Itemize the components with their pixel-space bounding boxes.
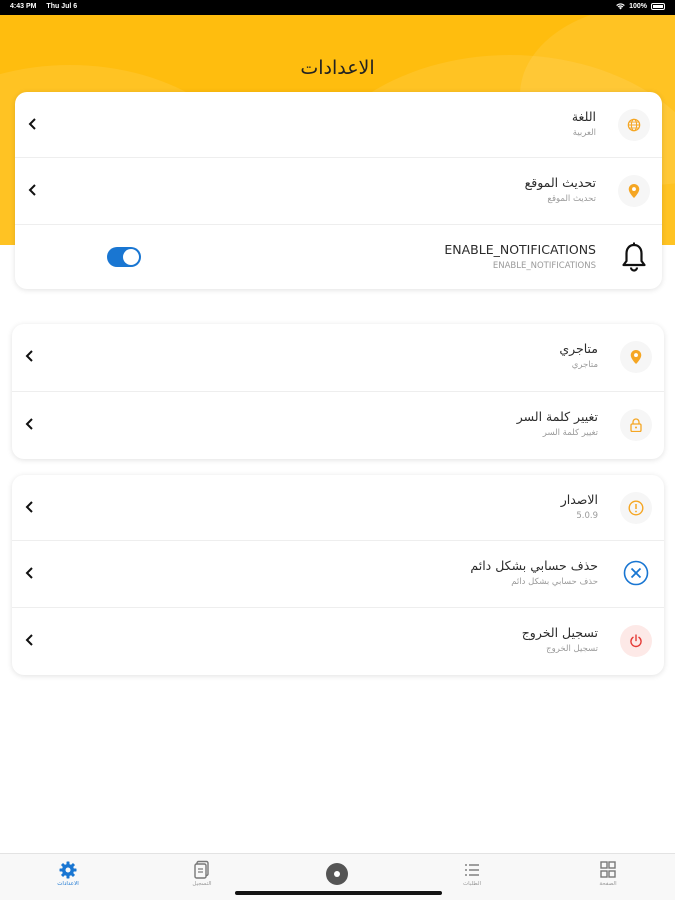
nav-center-action[interactable] xyxy=(302,862,372,886)
notifications-title: ENABLE_NOTIFICATIONS xyxy=(444,242,596,257)
chevron-left-icon xyxy=(22,416,38,432)
home-indicator[interactable] xyxy=(235,891,442,895)
chevron-left-icon xyxy=(25,182,41,198)
chevron-left-icon xyxy=(22,348,38,364)
update-location-title: تحديث الموقع xyxy=(524,175,596,190)
list-icon xyxy=(463,860,481,880)
my-stores-title: متاجري xyxy=(559,341,598,356)
center-action-icon xyxy=(325,862,349,886)
status-date: Thu Jul 6 xyxy=(46,3,78,10)
delete-account-subtitle: حذف حسابي بشكل دائم xyxy=(511,577,598,587)
nav-home-label: الصفحة xyxy=(599,881,617,887)
nav-orders-label: الطلبات xyxy=(462,881,482,887)
language-title: اللغة xyxy=(571,109,596,124)
logout-subtitle: تسجيل الخروج xyxy=(546,644,598,654)
change-password-subtitle: تغيير كلمة السر xyxy=(542,428,598,438)
bell-icon xyxy=(618,240,650,274)
chevron-left-icon xyxy=(22,632,38,648)
nav-home[interactable] xyxy=(573,860,643,887)
my-stores-row[interactable] xyxy=(12,324,664,392)
language-subtitle: العربية xyxy=(572,128,596,138)
chevron-left-icon xyxy=(25,116,41,132)
close-circle-icon xyxy=(620,556,652,590)
update-location-row[interactable] xyxy=(15,158,662,225)
nav-settings[interactable] xyxy=(33,860,103,887)
power-icon xyxy=(620,625,652,657)
chevron-left-icon xyxy=(22,499,38,515)
change-password-title: تغيير كلمة السر xyxy=(516,409,598,424)
version-title: الاصدار xyxy=(560,492,598,507)
my-stores-subtitle: متاجري xyxy=(571,360,598,370)
settings-card-app xyxy=(12,475,664,675)
nav-orders[interactable] xyxy=(437,860,507,887)
version-row xyxy=(12,475,664,541)
wifi-icon xyxy=(616,3,625,10)
logout-title: تسجيل الخروج xyxy=(521,625,598,640)
grid-icon xyxy=(599,860,617,880)
battery-percent: 100% xyxy=(629,3,647,10)
notifications-toggle[interactable] xyxy=(107,247,141,267)
settings-card-general xyxy=(15,92,662,289)
globe-icon xyxy=(618,109,650,141)
lock-icon xyxy=(620,409,652,441)
delete-account-title: حذف حسابي بشكل دائم xyxy=(470,558,598,573)
nav-register-label: التسجيل xyxy=(192,881,212,887)
notifications-subtitle: ENABLE_NOTIFICATIONS xyxy=(492,261,596,271)
document-icon xyxy=(193,860,211,880)
status-bar xyxy=(0,0,675,15)
location-pin-icon xyxy=(620,341,652,373)
notifications-row xyxy=(15,225,662,289)
info-circle-icon xyxy=(620,492,652,524)
status-time: 4:43 PM xyxy=(10,3,37,10)
logout-row[interactable] xyxy=(12,608,664,675)
language-row[interactable] xyxy=(15,92,662,158)
update-location-subtitle: تحديث الموقع xyxy=(547,194,596,204)
delete-account-row[interactable] xyxy=(12,541,664,608)
nav-register[interactable] xyxy=(167,860,237,887)
gear-icon xyxy=(58,860,78,880)
chevron-left-icon xyxy=(22,565,38,581)
location-pin-icon xyxy=(618,175,650,207)
battery-icon xyxy=(651,3,665,10)
page-title: الاعدادات xyxy=(300,57,375,79)
nav-settings-label: الاعدادات xyxy=(57,881,79,887)
settings-card-account xyxy=(12,324,664,459)
version-number: 5.0.9 xyxy=(576,511,598,521)
change-password-row[interactable] xyxy=(12,392,664,459)
toggle-knob xyxy=(123,249,139,265)
